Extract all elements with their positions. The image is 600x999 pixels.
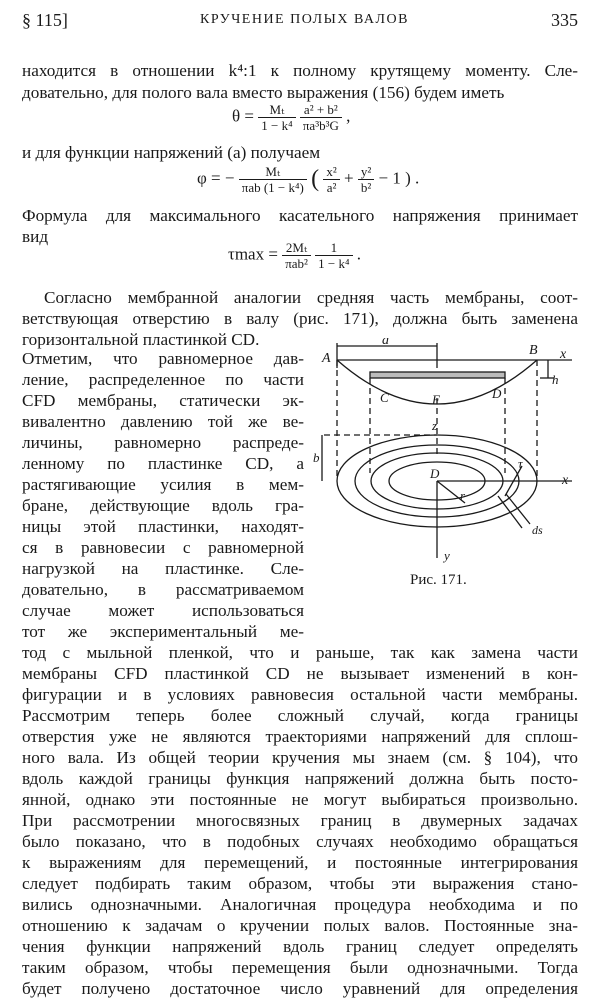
- text-line: ного вала. Из общей теории кручения мы знаем (см. § 104), что: [22, 748, 578, 767]
- text-line: ленному по пластинке CD, а: [22, 454, 304, 473]
- text-line: Рассмотрим теперь более сложный случай, когда границы: [22, 706, 578, 725]
- label-F: F: [432, 392, 440, 407]
- text-line: личины, равномерно распреде-: [22, 433, 304, 452]
- label-D-top: D: [492, 386, 502, 401]
- text-line: Согласно мембранной аналогии средняя часть мембраны, соот-: [44, 288, 578, 307]
- text-line: и для функции напряжений (а) получаем: [22, 143, 321, 162]
- text-line: таким образом, чтобы перемещения были однозначными. Тогда: [22, 958, 578, 977]
- text-line: тод с мыльной пленкой, что и раньше, так как замена части: [22, 643, 578, 662]
- text-line: Отметим, что равномерное дав-: [22, 349, 304, 368]
- label-r: r: [460, 488, 466, 503]
- label-y: y: [444, 548, 450, 563]
- text-line: ницы этой пластинки, находят-: [22, 517, 304, 536]
- label-D: D: [430, 466, 440, 481]
- label-b: b: [313, 450, 320, 465]
- text-line: довательно, для полого вала вместо выражения (156) будем иметь: [22, 83, 505, 102]
- text-line: бране, действующие вдоль гра-: [22, 496, 304, 515]
- text-line: горизонтальной пластинкой CD.: [22, 330, 260, 349]
- text-line: нагрузкой на пластинке. Сле-: [22, 559, 304, 578]
- text-line: будет получено достаточное число уравнений для определения: [22, 979, 578, 998]
- text-line: Формула для максимального касательного напряжения принимает: [22, 206, 578, 225]
- label-ds: ds: [532, 523, 543, 537]
- text-line: ся в равновесии с равномерной: [22, 538, 304, 557]
- text-line: вились однозначными. Аналогичная процедура необходима и по: [22, 895, 578, 914]
- text-line: фигурации и в условиях равновесия остальной части мембраны.: [22, 685, 578, 704]
- text-line: янной, однако эти постоянные не могут выбираться произвольно.: [22, 790, 578, 809]
- text-line: вдоль каждой границы функция напряжений должна быть посто-: [22, 769, 578, 788]
- label-z: z: [432, 418, 438, 433]
- label-tau: τ: [518, 456, 523, 471]
- section-number: § 115]: [22, 10, 68, 30]
- text-line: к выражениям для перемещений, и постоянные интегрирования: [22, 853, 578, 872]
- label-C: C: [380, 390, 389, 405]
- text-line: ление, распределенное по части: [22, 370, 304, 389]
- text-line: При рассмотрении многосвязных границ в двумерных задачах: [22, 811, 578, 830]
- label-x-top: x: [560, 347, 567, 362]
- text-line: было показано, что в подобных случаях необходимо обращаться: [22, 832, 578, 851]
- label-a: a: [382, 338, 389, 348]
- label-h: h: [552, 372, 559, 387]
- label-A: A: [322, 351, 331, 366]
- equation-phi: φ = − $\frac{\text{Mₜ}}{\text{πab (1 − k⁴)}}$ ( $\frac{\text{x²}}{\text{a²}}$ + $\frac{\text{y²}}{\text{b²}}$ − 1 ) .: [197, 164, 420, 195]
- figure-caption: Рис. 171.: [410, 572, 467, 588]
- text-line: отношению к задачам о кручении полых валов. Постоянные зна-: [22, 916, 578, 935]
- text-line: находится в отношении k⁴:1 к полному крутящему моменту. Сле-: [22, 61, 578, 80]
- text-line: вид: [22, 227, 49, 246]
- text-line: довательно, в рассматриваемом: [22, 580, 304, 599]
- label-x: x: [562, 473, 569, 488]
- text-line: тот же экспериментальный ме-: [22, 622, 304, 641]
- running-title: КРУЧЕНИЕ ПОЛЫХ ВАЛОВ: [200, 12, 409, 27]
- text-line: CFD мембраны, статически эк-: [22, 391, 304, 410]
- text-line: растягивающие усилия в мем-: [22, 475, 304, 494]
- equation-tau-max: τmax = $\frac{\text{2Mₜ}}{\text{πab²}}$ $\frac{1}{\text{1 − k⁴}}$ .: [228, 240, 362, 271]
- text-line: вивалентно давлению той же ве-: [22, 412, 304, 431]
- text-line: ветствующая отверстию в валу (рис. 171), должна быть заменена: [22, 309, 578, 328]
- text-line: случае может использоваться: [22, 601, 304, 620]
- equation-theta: θ = $\frac{\text{Mₜ}}{\text{1 − k⁴}}$ $\frac{\text{a² + b²}}{\text{πa³b³G}}$ ,: [232, 102, 351, 133]
- text-line: следует подбирать таким образом, чтобы эти выражения стано-: [22, 874, 578, 893]
- label-B: B: [529, 343, 538, 358]
- page-number: 335: [551, 10, 578, 30]
- text-line: чения функции напряжений вдоль границ следует определять: [22, 937, 578, 956]
- figure-171: [310, 338, 585, 573]
- text-line: отверстия уже не являются траекториями напряжений для сплош-: [22, 727, 578, 746]
- text-line: мембраны CFD пластинкой CD не вызывает изменений в кон-: [22, 664, 578, 683]
